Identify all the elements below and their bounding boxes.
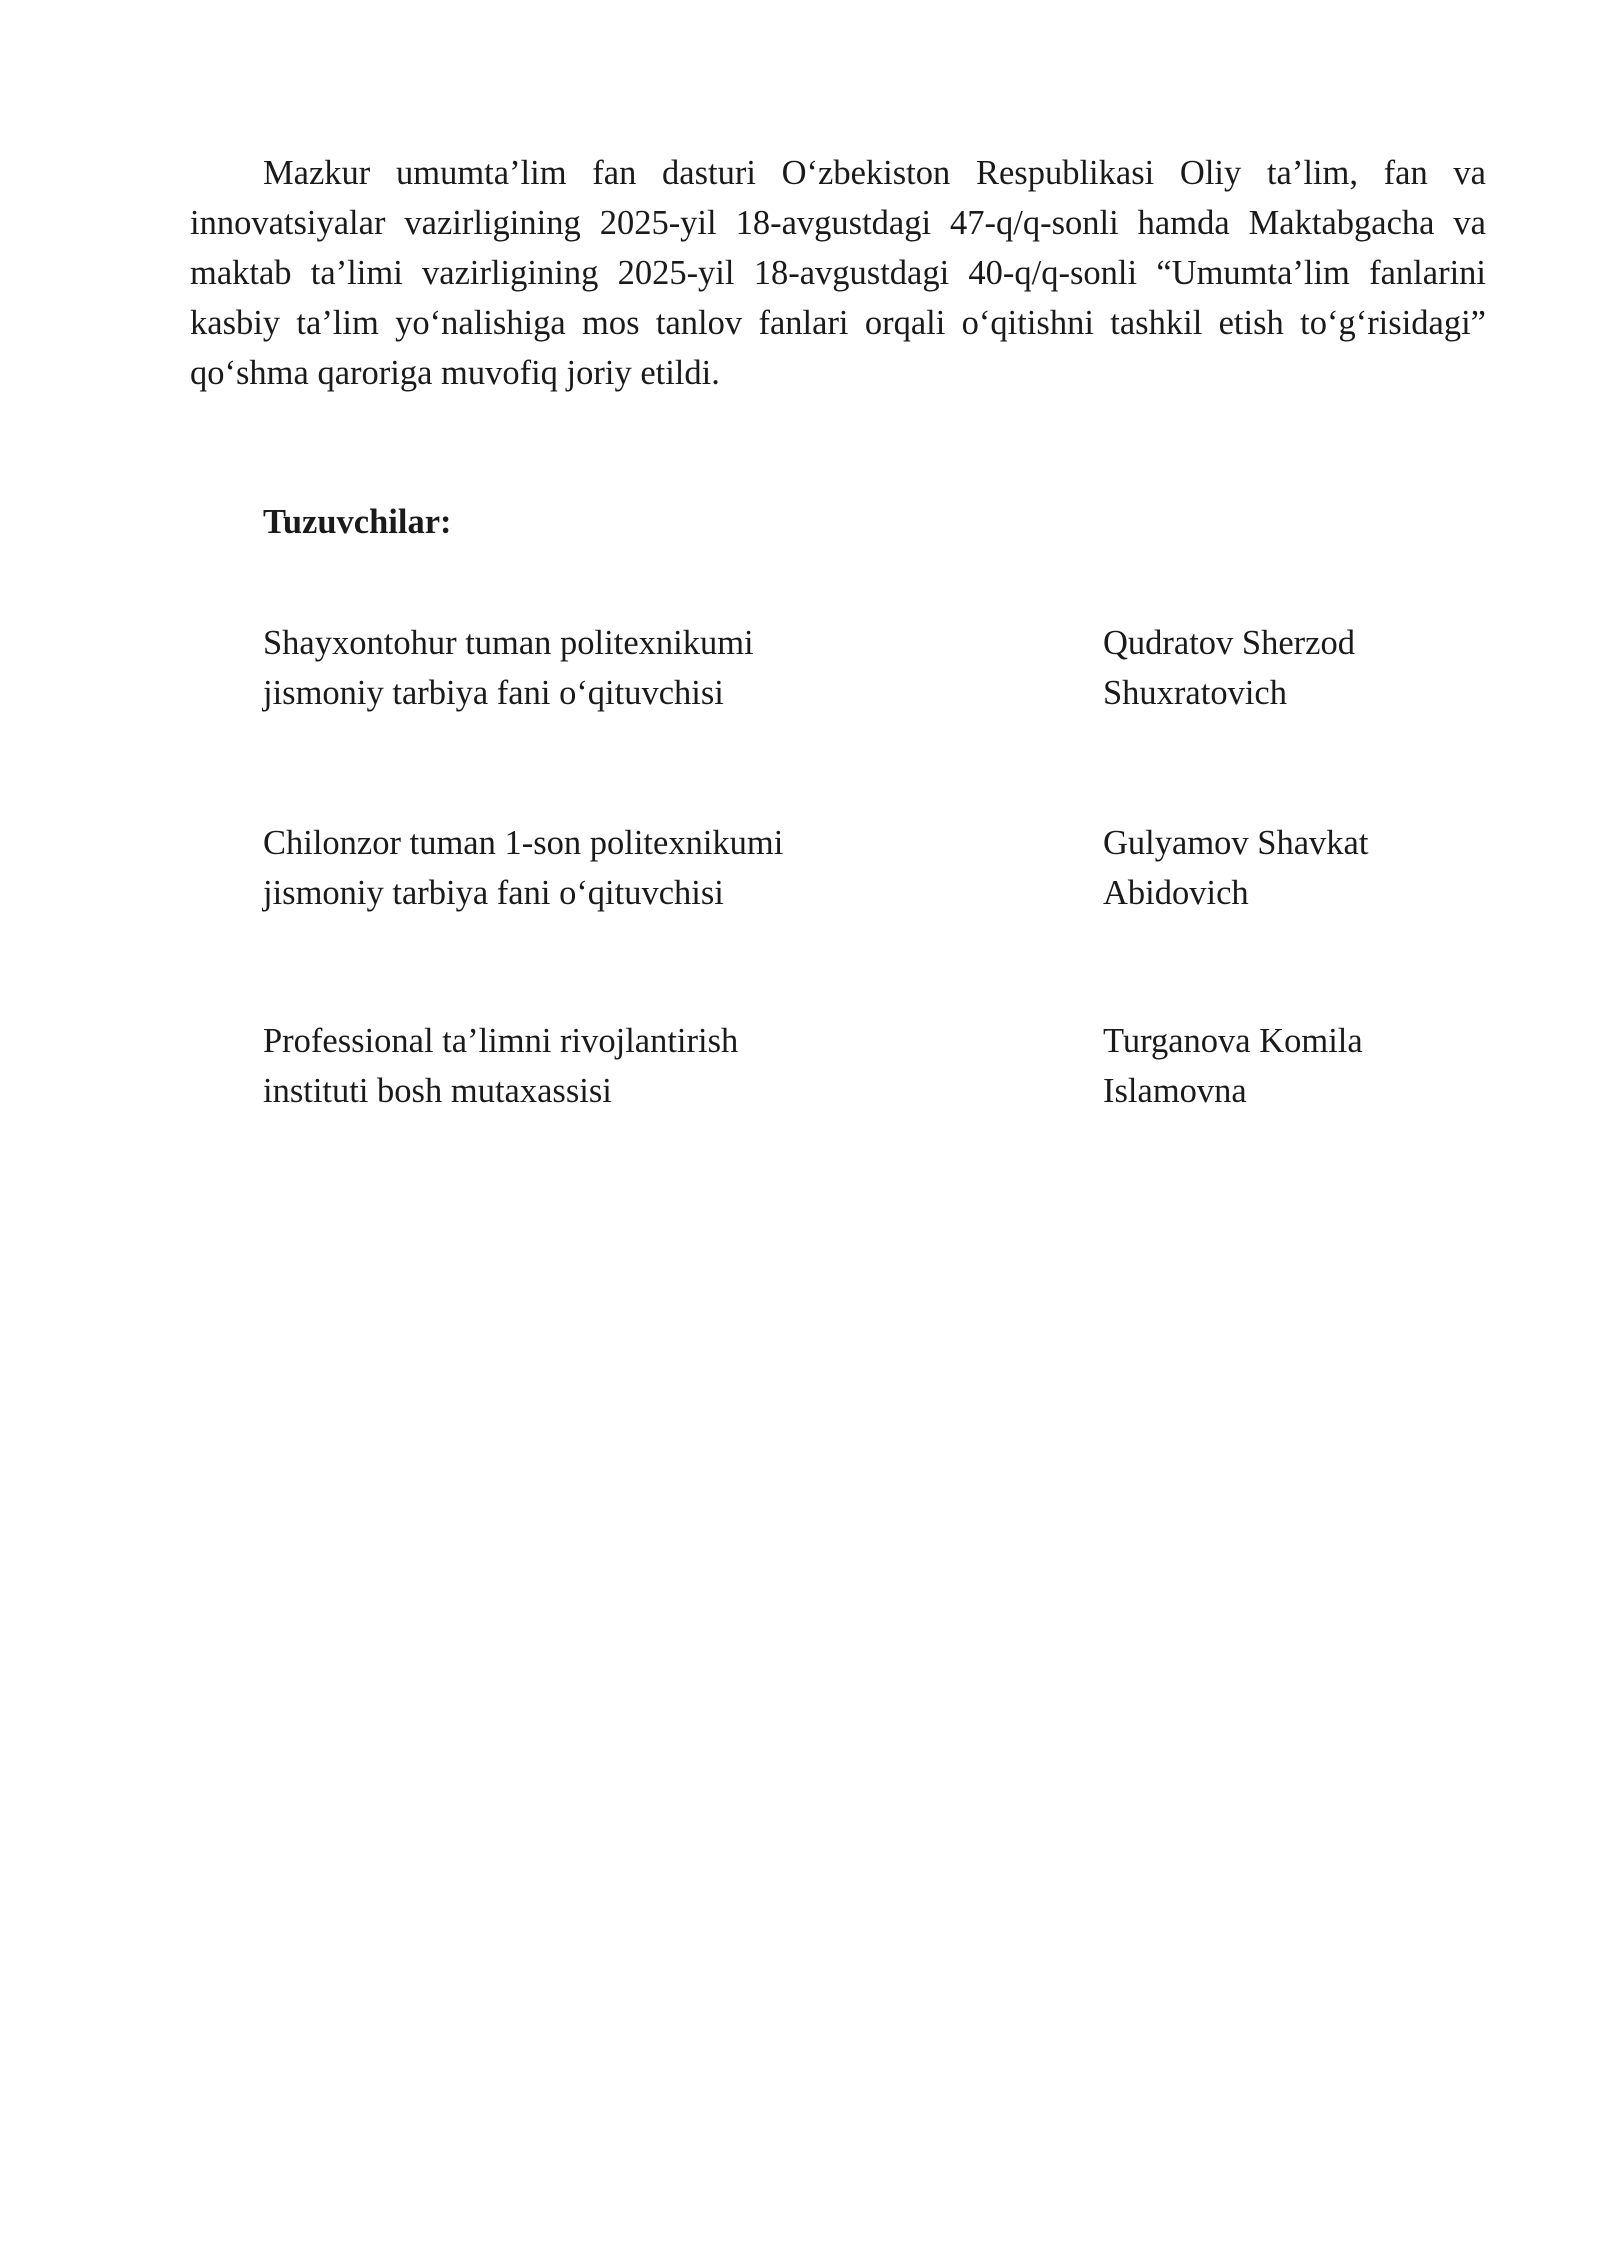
- author-entry: [263, 618, 1503, 718]
- author-name: Qudratov Sherzod Shuxratovich: [1103, 624, 1355, 712]
- intro-paragraph: Mazkur umumta’lim fan dasturi O‘zbekiston Respublikasi Oliy ta’lim, fan va innovatsiyalar vazirligining 2025-yil 18-avgustdagi 47-q/q-sonli hamda Maktabgacha va maktab ta’limi vazirligining 2025-yil 18-avgustdagi 40-q/q-sonli “Umumta’lim fanlarini kasbiy ta’lim yo‘nalishiga mos tanlov fanlari orqali o‘qitishni tashkil etish to‘g‘risidagi” qo‘shma qaroriga muvofiq joriy etildi.: [190, 154, 1486, 392]
- authors-heading: Tuzuvchilar:: [263, 503, 452, 541]
- author-name: Gulyamov Shavkat Abidovich: [1103, 824, 1369, 912]
- author-position: Professional ta’limni rivojlantirish instituti bosh mutaxassisi: [263, 1022, 739, 1110]
- author-entry: [263, 1016, 1503, 1116]
- author-name: Turganova Komila Islamovna: [1103, 1022, 1363, 1110]
- author-position: Chilonzor tuman 1-son politexnikumi jismoniy tarbiya fani o‘qituvchisi: [263, 824, 784, 912]
- author-position: Shayxontohur tuman politexnikumi jismoniy tarbiya fani o‘qituvchisi: [263, 624, 754, 712]
- author-entry: [263, 818, 1503, 918]
